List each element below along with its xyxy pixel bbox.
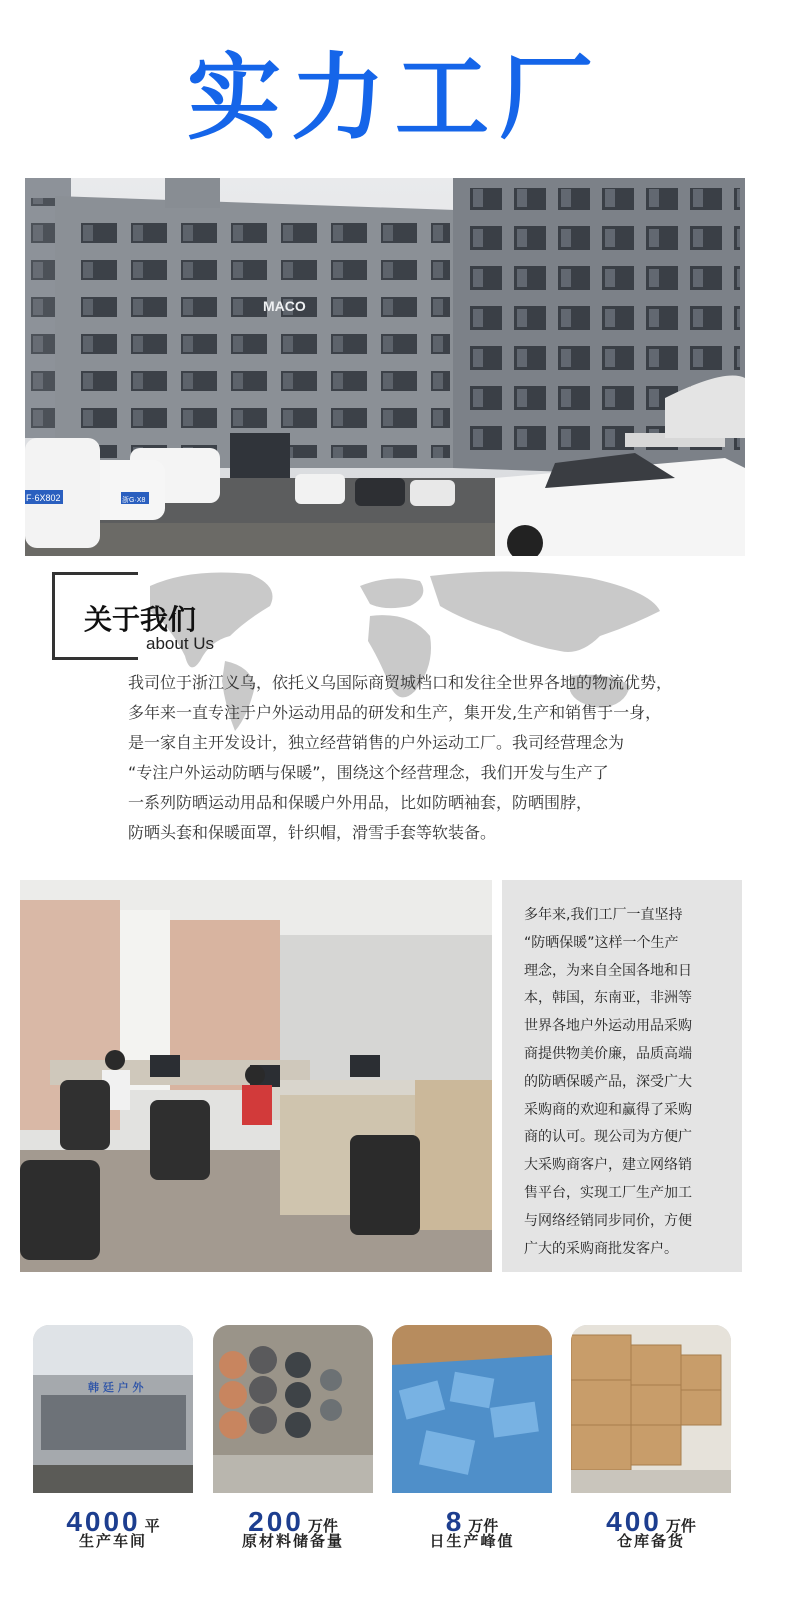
- stat-unit: 万件: [665, 1518, 696, 1535]
- office-photo: [20, 880, 492, 1272]
- panel-line: 世界各地户外运动用品采购: [524, 1018, 692, 1035]
- factory-intro-panel: [502, 880, 742, 1272]
- about-line: 多年来一直专注于户外运动用品的研发和生产，集开发,生产和销售于一身，: [128, 703, 662, 722]
- panel-line: 理念，为来自全国各地和日: [524, 962, 692, 979]
- about-line: 防晒头套和保暖面罩，针织帽，滑雪手套等软装备。: [128, 823, 497, 842]
- stat-materials-label: 原材料储备量: [241, 1532, 344, 1550]
- warehouse-photo: [571, 1325, 731, 1493]
- stat-number: 4000: [66, 1506, 141, 1537]
- panel-line: 本，韩国，东南亚，非洲等: [524, 990, 692, 1007]
- stat-workshop-label: 生产车间: [78, 1532, 147, 1550]
- about-title-en: about Us: [146, 634, 215, 653]
- stat-unit: 万件: [307, 1518, 338, 1535]
- panel-line: 商提供物美价廉，品质高端: [524, 1045, 692, 1062]
- page-title: 实力工厂: [186, 44, 603, 153]
- panel-line: 广大的采购商批发客户。: [524, 1240, 678, 1257]
- stat-unit: 万件: [468, 1518, 499, 1535]
- about-line: 我司位于浙江义乌，依托义乌国际商贸城档口和发往全世界各地的物流优势，: [128, 673, 673, 692]
- panel-line: 的防晒保暖产品，深受广大: [524, 1073, 692, 1090]
- panel-line: 与网络经销同步同价，方便: [524, 1212, 692, 1229]
- building-sign: MACO: [263, 298, 306, 314]
- stat-number: 400: [606, 1506, 662, 1537]
- workshop-photo: [33, 1325, 193, 1493]
- about-title-cn: 关于我们: [84, 603, 197, 636]
- stat-warehouse-label: 仓库备货: [616, 1532, 685, 1550]
- panel-line: 采购商的欢迎和赢得了采购: [524, 1101, 692, 1118]
- about-line: 是一家自主开发设计，独立经营销售的户外运动工厂。我司经营理念为: [128, 733, 625, 752]
- about-line: “专注户外运动防晒与保暖”，围绕这个经营理念，我们开发与生产了: [128, 763, 609, 782]
- license-plate: F·6X802: [26, 493, 61, 503]
- about-line: 一系列防晒运动用品和保暖户外用品，比如防晒袖套，防晒围脖，: [128, 793, 593, 812]
- stat-number: 200: [248, 1506, 304, 1537]
- about-description: [128, 668, 738, 848]
- workshop-sign: 韩 廷 户 外: [88, 1381, 144, 1394]
- stat-number: 8: [445, 1506, 465, 1537]
- stat-unit: 平: [144, 1518, 160, 1535]
- daily-production-photo: [392, 1325, 552, 1493]
- panel-line: “防晒保暖”这样一个生产: [524, 934, 679, 951]
- panel-line: 售平台，实现工厂生产加工: [524, 1184, 692, 1201]
- license-plate-2: 浙G·X8: [122, 497, 146, 504]
- panel-line: 大采购商客户，建立网络销: [524, 1157, 692, 1174]
- panel-line: 商的认可。现公司为方便广: [524, 1129, 692, 1146]
- panel-line: 多年来,我们工厂一直坚持: [524, 907, 683, 923]
- materials-photo: [213, 1325, 373, 1493]
- factory-building-photo: [25, 178, 745, 556]
- stat-daily-label: 日生产峰值: [429, 1532, 515, 1550]
